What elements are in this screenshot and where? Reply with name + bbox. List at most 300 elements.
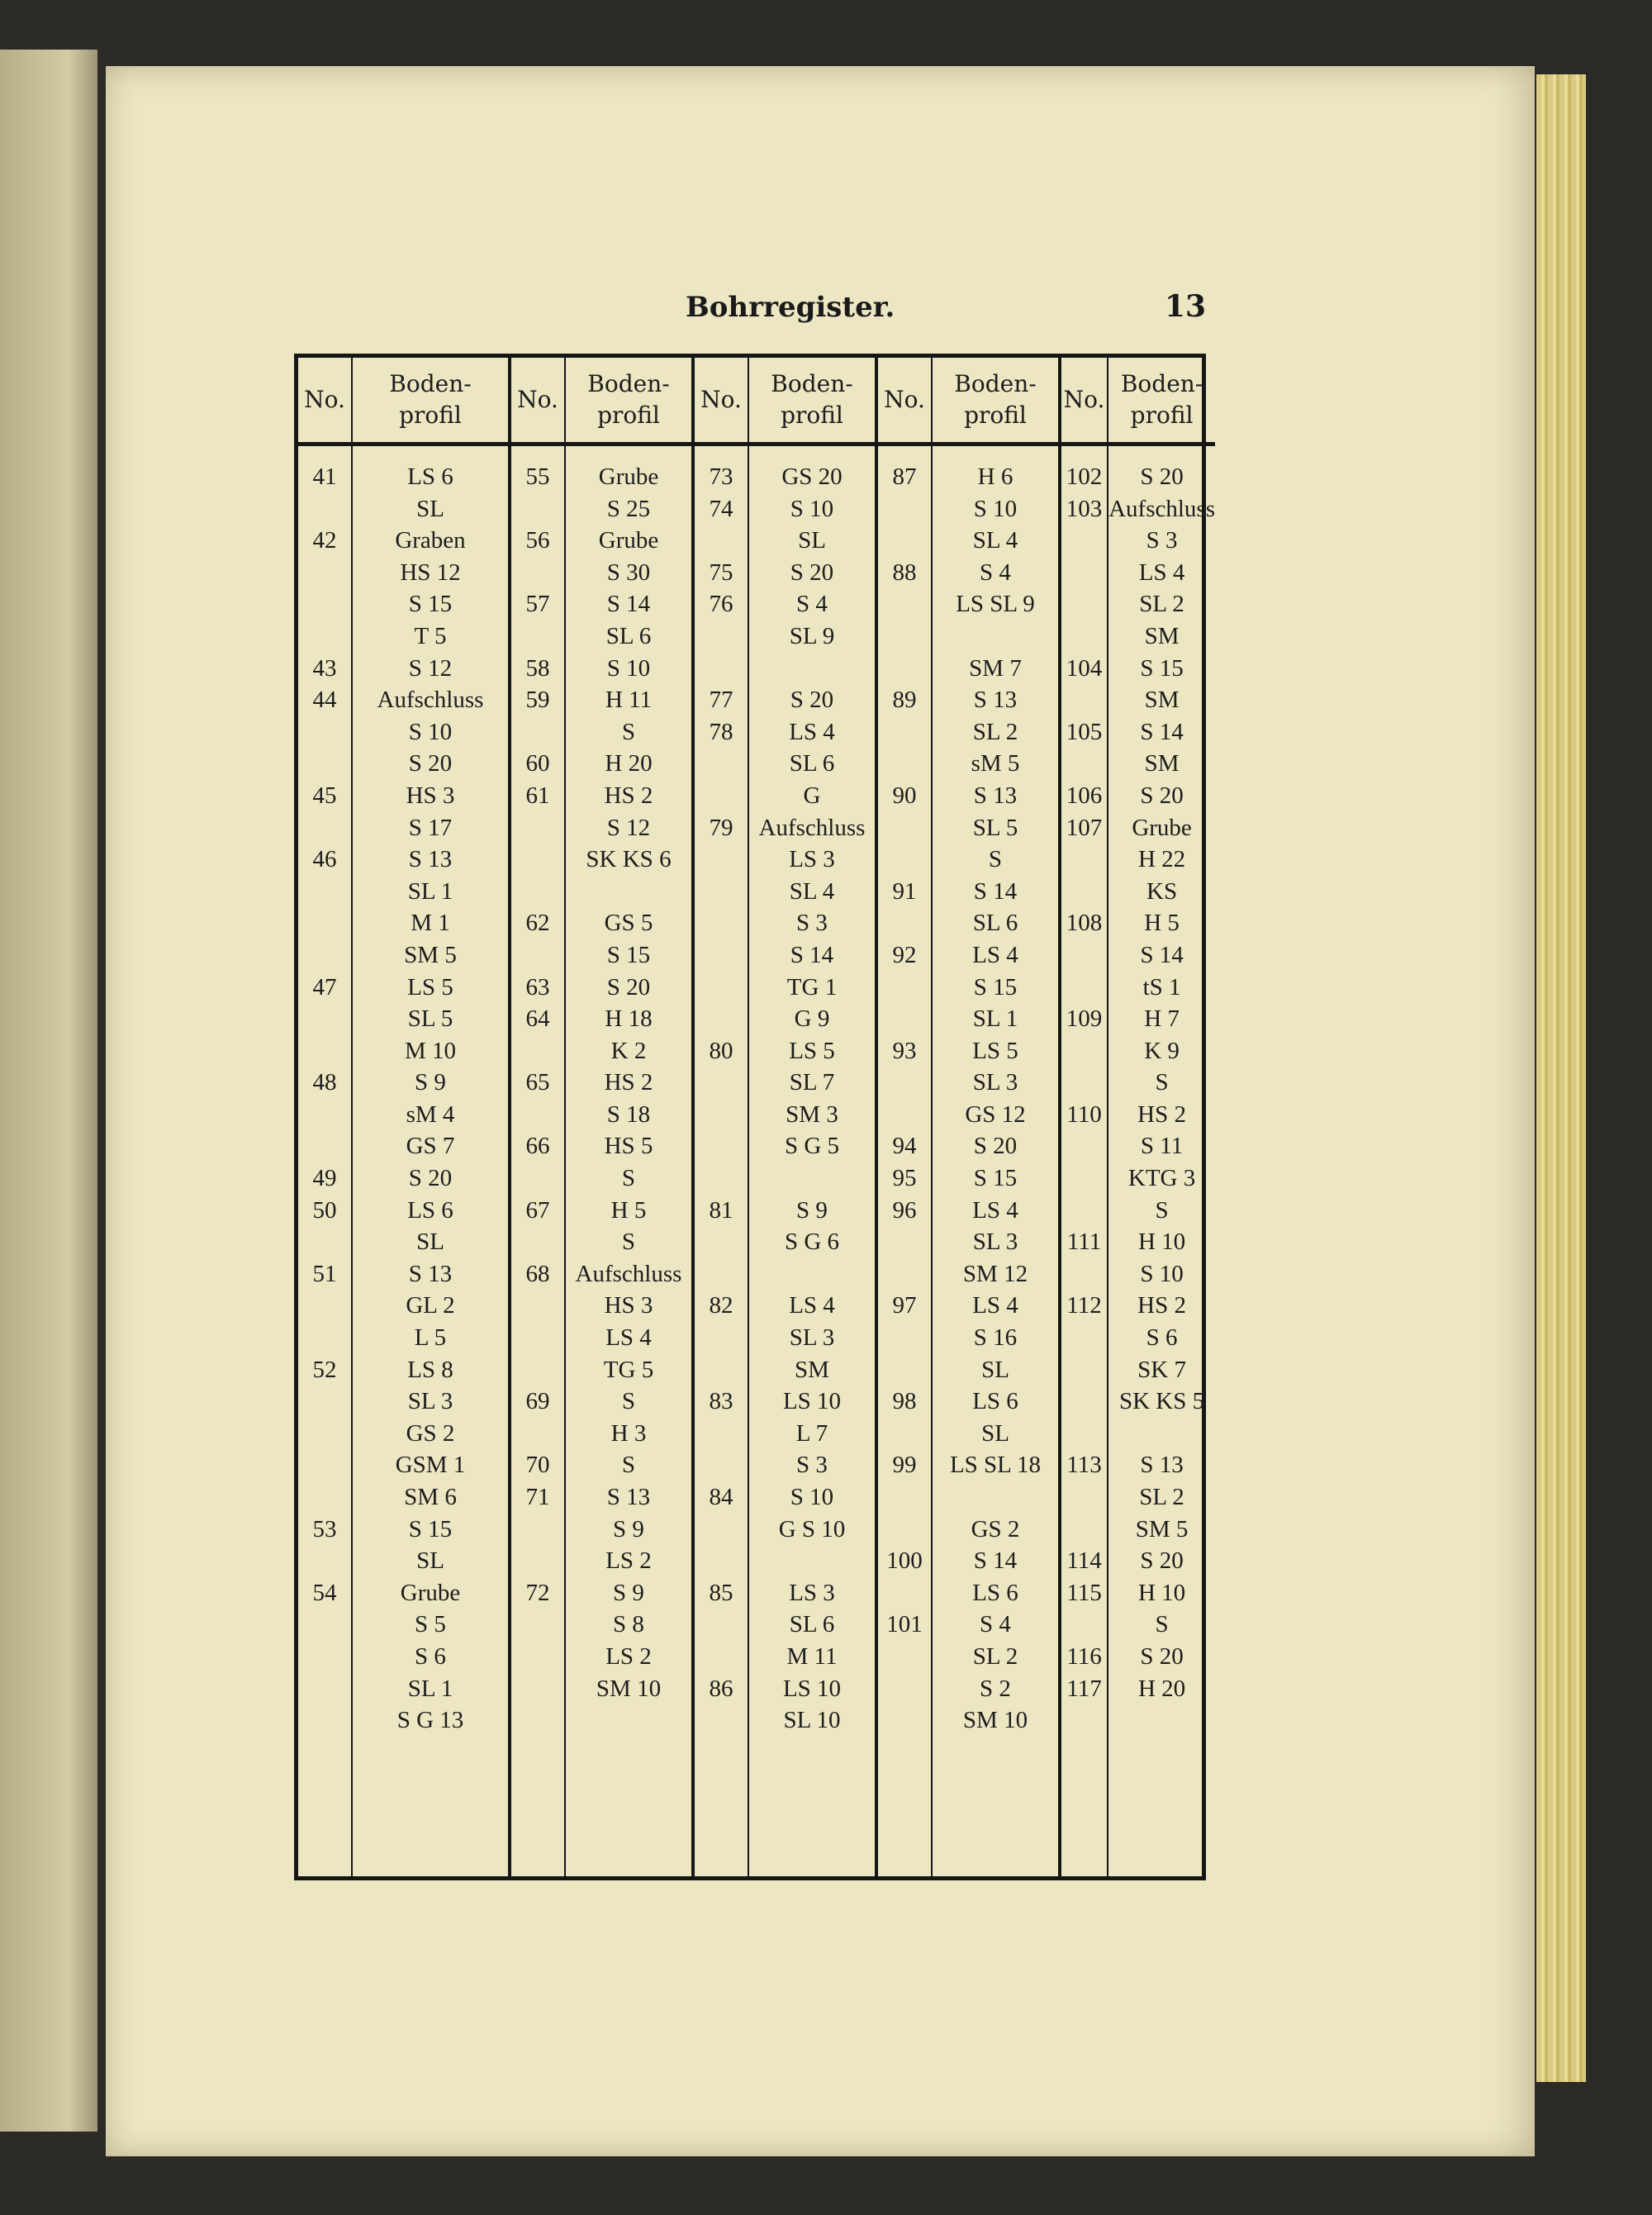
- soil-profile-entry: LS 4: [972, 1292, 1018, 1319]
- boring-number: 91: [892, 877, 917, 905]
- bohrregister-table: [294, 354, 1215, 1880]
- boring-number: [1061, 525, 1107, 557]
- soil-profile-entry: S 3: [1146, 527, 1178, 554]
- header-profile: Boden- profil: [933, 358, 1058, 446]
- boring-number: 58: [525, 654, 550, 682]
- boring-number: 77: [709, 687, 733, 714]
- boring-number: 51: [312, 1260, 337, 1287]
- soil-profile-entry: G 9: [794, 1005, 830, 1033]
- boring-number: 80: [709, 1037, 733, 1064]
- soil-profile-entry: S 20: [790, 559, 834, 586]
- soil-profile-entry: K 9: [1144, 1037, 1180, 1064]
- boring-number: 111: [1066, 1229, 1102, 1256]
- soil-profile-entry: LS 5: [972, 1037, 1018, 1064]
- soil-profile-entry: S: [621, 718, 636, 745]
- soil-profile-entry: LS 4: [789, 718, 835, 745]
- number-column: [878, 358, 933, 1876]
- boring-number: [695, 1609, 748, 1641]
- soil-profile-entry: M 11: [786, 1642, 838, 1670]
- boring-number: [298, 1099, 351, 1131]
- soil-profile-entry: SL 6: [605, 622, 652, 649]
- soil-profile-entry: HS 3: [406, 782, 455, 809]
- soil-profile-entry: S: [621, 1229, 636, 1256]
- boring-number: 100: [886, 1547, 923, 1575]
- soil-profile-entry: SK KS 5: [1118, 1388, 1205, 1415]
- soil-profile-entry: S 6: [1146, 1324, 1178, 1352]
- boring-number: [1061, 844, 1107, 876]
- soil-profile-entry: SL 2: [1139, 591, 1184, 618]
- soil-profile-entry: SL: [981, 1356, 1009, 1383]
- soil-profile-entry: S 13: [973, 687, 1018, 714]
- soil-profile-entry: [933, 1481, 1058, 1514]
- boring-number: [1061, 588, 1107, 620]
- header-no: No.: [511, 358, 564, 446]
- boring-number: [695, 1130, 748, 1162]
- boring-number: [695, 844, 748, 876]
- boring-number: [298, 1226, 351, 1258]
- soil-profile-entry: SL 6: [789, 1611, 835, 1638]
- soil-profile-entry: LS 6: [972, 1388, 1018, 1415]
- soil-profile-entry: S G 6: [784, 1229, 840, 1256]
- soil-profile-entry: [749, 1545, 875, 1577]
- column-group: [1058, 358, 1215, 1876]
- boring-number: 116: [1066, 1642, 1102, 1670]
- soil-profile-entry: Aufschluss: [575, 1260, 682, 1287]
- soil-profile-entry: TG 1: [786, 973, 838, 1001]
- boring-number: [695, 1067, 748, 1099]
- boring-number: [511, 1035, 564, 1067]
- boring-number: [695, 748, 748, 780]
- soil-profile-entry: S 6: [415, 1642, 446, 1670]
- soil-profile-entry: LS 5: [789, 1037, 835, 1064]
- soil-profile-entry: H 5: [1144, 910, 1180, 937]
- boring-number: [1061, 557, 1107, 589]
- soil-profile-entry: SM: [1144, 687, 1180, 714]
- boring-number: 60: [525, 750, 550, 777]
- boring-number: [1061, 1354, 1107, 1386]
- soil-profile-entry: S 14: [973, 1547, 1018, 1575]
- soil-profile-entry: S 10: [606, 654, 651, 682]
- soil-profile-entry: S 5: [415, 1611, 446, 1638]
- soil-profile-entry: SM 10: [596, 1675, 662, 1702]
- boring-number: 94: [892, 1133, 917, 1160]
- soil-profile-entry: LS 4: [605, 1324, 652, 1352]
- soil-profile-entry: S 20: [1140, 463, 1184, 490]
- boring-number: [1061, 1195, 1107, 1227]
- boring-number: 86: [709, 1675, 733, 1702]
- soil-profile-entry: S: [1155, 1069, 1169, 1096]
- boring-number: [695, 525, 748, 557]
- boring-number: 95: [892, 1165, 917, 1192]
- soil-profile-entry: [1108, 1418, 1215, 1450]
- boring-number: [511, 939, 564, 972]
- soil-profile-entry: tS 1: [1142, 973, 1181, 1001]
- soil-profile-entry: S 15: [1140, 654, 1184, 682]
- soil-profile-entry: H 10: [1137, 1229, 1186, 1256]
- boring-number: [695, 1449, 748, 1481]
- soil-profile-entry: S: [1155, 1196, 1169, 1224]
- header-profile: Boden- profil: [353, 358, 508, 446]
- boring-number: [511, 1162, 564, 1195]
- boring-number: [878, 1099, 931, 1131]
- boring-number: [695, 1099, 748, 1131]
- boring-number: [878, 1258, 931, 1290]
- boring-number: 72: [525, 1579, 550, 1606]
- boring-number: 47: [312, 973, 337, 1001]
- soil-profile-entry: SL 2: [972, 718, 1018, 745]
- boring-number: [511, 716, 564, 749]
- boring-number: 83: [709, 1388, 733, 1415]
- soil-profile-entry: LS 4: [972, 941, 1018, 968]
- boring-number: [1061, 684, 1107, 716]
- boring-number: 66: [525, 1133, 550, 1160]
- boring-number: [298, 876, 351, 908]
- soil-profile-entry: S 18: [606, 1100, 651, 1128]
- soil-profile-entry: SL: [981, 1419, 1009, 1447]
- soil-profile-entry: LS 6: [407, 1196, 453, 1224]
- soil-profile-entry: SL 2: [1139, 1484, 1184, 1510]
- boring-number: [298, 588, 351, 620]
- header-no: No.: [695, 358, 748, 446]
- boring-number: [695, 876, 748, 908]
- soil-profile-entry: S 16: [973, 1324, 1018, 1352]
- soil-profile-entry: GS 5: [604, 910, 653, 937]
- soil-profile-entry: SL 1: [407, 1675, 453, 1702]
- soil-profile-entry: SL 3: [972, 1229, 1018, 1256]
- boring-number: 109: [1066, 1005, 1103, 1033]
- soil-profile-entry: H 11: [605, 687, 653, 714]
- soil-profile-entry: GSM 1: [395, 1452, 466, 1479]
- boring-number: [878, 1514, 931, 1546]
- column-group: [508, 358, 691, 1876]
- boring-number: [1061, 1258, 1107, 1290]
- boring-number: [511, 1418, 564, 1450]
- boring-number: [878, 1067, 931, 1099]
- boring-number: [878, 493, 931, 525]
- boring-number: [878, 907, 931, 939]
- boring-number: 48: [312, 1069, 337, 1096]
- boring-number: 74: [709, 495, 733, 522]
- boring-number: [878, 716, 931, 749]
- soil-profile-entry: HS 2: [1137, 1292, 1186, 1319]
- boring-number: 97: [892, 1292, 917, 1319]
- boring-number: [511, 1609, 564, 1641]
- boring-number: [878, 588, 931, 620]
- soil-profile-entry: SL 3: [407, 1388, 453, 1415]
- boring-number: [298, 1481, 351, 1514]
- soil-profile-entry: S 15: [973, 973, 1018, 1001]
- boring-number: 46: [312, 846, 337, 873]
- soil-profile-entry: SL 6: [789, 750, 835, 777]
- soil-profile-entry: Grube: [598, 527, 659, 554]
- soil-profile-entry: LS 4: [789, 1292, 835, 1319]
- boring-number: 93: [892, 1037, 917, 1064]
- boring-number: [878, 844, 931, 876]
- soil-profile-entry: H 3: [610, 1419, 647, 1447]
- profile-column: [933, 358, 1058, 1876]
- boring-number: 64: [525, 1005, 550, 1033]
- boring-number: [1061, 1609, 1107, 1641]
- boring-number: [298, 620, 351, 653]
- soil-profile-entry: SM 3: [786, 1100, 838, 1128]
- soil-profile-entry: Aufschluss: [758, 814, 866, 841]
- soil-profile-entry: S 12: [606, 814, 651, 841]
- soil-profile-entry: S 25: [606, 495, 651, 522]
- profile-column: [749, 358, 875, 1876]
- boring-number: 96: [892, 1196, 917, 1224]
- boring-number: 79: [709, 814, 733, 841]
- boring-number: 89: [892, 687, 917, 714]
- boring-number: [1061, 1035, 1107, 1067]
- soil-profile-entry: SL 4: [972, 527, 1018, 554]
- boring-number: [1061, 748, 1107, 780]
- soil-profile-entry: S 10: [408, 718, 453, 745]
- boring-number: 49: [312, 1165, 337, 1192]
- boring-number: 107: [1066, 814, 1103, 841]
- boring-number: 43: [312, 654, 337, 682]
- boring-number: [695, 1641, 748, 1673]
- boring-number: 112: [1066, 1292, 1102, 1319]
- soil-profile-entry: T 5: [414, 622, 447, 649]
- boring-number: 44: [312, 687, 337, 714]
- boring-number: [695, 1704, 748, 1737]
- boring-number: [298, 1130, 351, 1162]
- header-no: No.: [1061, 358, 1107, 446]
- boring-number: [878, 812, 931, 844]
- boring-number: 71: [525, 1484, 550, 1510]
- soil-profile-entry: Grube: [400, 1579, 461, 1606]
- soil-profile-entry: S 20: [1140, 782, 1184, 809]
- boring-number: 106: [1066, 782, 1103, 809]
- soil-profile-entry: SL 3: [789, 1324, 835, 1352]
- boring-number: [298, 907, 351, 939]
- soil-profile-entry: LS 5: [407, 973, 453, 1001]
- boring-number: [878, 972, 931, 1004]
- soil-profile-entry: SL 1: [972, 1005, 1018, 1033]
- soil-profile-entry: HS 5: [604, 1133, 653, 1160]
- profile-column: [566, 358, 691, 1876]
- boring-number: [695, 1226, 748, 1258]
- soil-profile-entry: S 20: [408, 750, 453, 777]
- soil-profile-entry: L 5: [414, 1324, 447, 1352]
- boring-number: 84: [709, 1484, 733, 1510]
- soil-profile-entry: S 10: [973, 495, 1018, 522]
- boring-number: [298, 716, 351, 749]
- boring-number: [298, 1704, 351, 1737]
- page-number: 13: [1165, 289, 1207, 324]
- boring-number: [878, 748, 931, 780]
- soil-profile-entry: LS 10: [782, 1675, 842, 1702]
- boring-number: [878, 1577, 931, 1609]
- boring-number: [695, 1514, 748, 1546]
- soil-profile-entry: H 22: [1137, 846, 1186, 873]
- boring-number: [298, 493, 351, 525]
- soil-profile-entry: LS SL 18: [949, 1452, 1042, 1479]
- soil-profile-entry: S 20: [1140, 1547, 1184, 1575]
- boring-number: [511, 557, 564, 589]
- soil-profile-entry: S: [988, 846, 1003, 873]
- soil-profile-entry: LS 3: [789, 846, 835, 873]
- boring-number: 103: [1066, 495, 1103, 522]
- boring-number: [1061, 1067, 1107, 1099]
- soil-profile-entry: SL 4: [789, 877, 835, 905]
- soil-profile-entry: S 4: [980, 1611, 1011, 1638]
- soil-profile-entry: S 15: [606, 941, 651, 968]
- boring-number: [1061, 1418, 1107, 1450]
- header-profile: Boden- profil: [566, 358, 691, 446]
- boring-number: [298, 939, 351, 972]
- boring-number: [695, 1162, 748, 1195]
- soil-profile-entry: S 14: [1140, 941, 1184, 968]
- boring-number: 115: [1066, 1579, 1102, 1606]
- boring-number: [878, 1704, 931, 1737]
- column-group: [691, 358, 875, 1876]
- soil-profile-entry: SM 5: [1135, 1515, 1189, 1542]
- boring-number: [298, 1641, 351, 1673]
- header-profile: Boden- profil: [1108, 358, 1215, 446]
- boring-number: [298, 1386, 351, 1418]
- column-group: [298, 358, 508, 1876]
- boring-number: [695, 653, 748, 685]
- boring-number: [298, 1418, 351, 1450]
- soil-profile-entry: S 13: [606, 1484, 651, 1510]
- boring-number: [1061, 1386, 1107, 1418]
- soil-profile-entry: S: [1155, 1611, 1169, 1638]
- boring-number: [511, 493, 564, 525]
- boring-number: [695, 780, 748, 812]
- running-head: Bohrregister.: [686, 291, 895, 324]
- soil-profile-entry: H 6: [977, 463, 1014, 490]
- soil-profile-entry: HS 3: [604, 1292, 653, 1319]
- boring-number: 75: [709, 559, 733, 586]
- boring-number: [878, 525, 931, 557]
- boring-number: [1061, 1130, 1107, 1162]
- soil-profile-entry: [933, 620, 1058, 653]
- soil-profile-entry: SL 7: [789, 1069, 835, 1096]
- soil-profile-entry: GS 7: [406, 1133, 455, 1160]
- boring-number: [511, 812, 564, 844]
- soil-profile-entry: LS 2: [605, 1642, 652, 1670]
- boring-number: 55: [525, 463, 550, 490]
- soil-profile-entry: Grube: [1132, 814, 1192, 841]
- soil-profile-entry: S 30: [606, 559, 651, 586]
- soil-profile-entry: S 13: [408, 846, 453, 873]
- soil-profile-entry: S 14: [606, 591, 651, 618]
- soil-profile-entry: S 15: [408, 1515, 453, 1542]
- boring-number: [695, 1418, 748, 1450]
- soil-profile-entry: LS 6: [407, 463, 453, 490]
- soil-profile-entry: LS 6: [972, 1579, 1018, 1606]
- soil-profile-entry: S 15: [973, 1165, 1018, 1192]
- soil-profile-entry: [749, 1162, 875, 1195]
- boring-number: [298, 1035, 351, 1067]
- boring-number: [511, 1354, 564, 1386]
- soil-profile-entry: S 13: [408, 1260, 453, 1287]
- boring-number: [878, 1322, 931, 1354]
- boring-number: [1061, 939, 1107, 972]
- soil-profile-entry: HS 2: [604, 782, 653, 809]
- boring-number: [695, 1258, 748, 1290]
- boring-number: 87: [892, 463, 917, 490]
- soil-profile-entry: SM 12: [962, 1260, 1028, 1287]
- soil-profile-entry: S 10: [790, 495, 834, 522]
- boring-number: 108: [1066, 910, 1103, 937]
- soil-profile-entry: S 3: [796, 910, 828, 937]
- soil-profile-entry: S G 13: [396, 1707, 464, 1734]
- soil-profile-entry: SL: [416, 1547, 444, 1575]
- soil-profile-entry: S 20: [973, 1133, 1018, 1160]
- number-column: [695, 358, 749, 1876]
- soil-profile-entry: S 2: [980, 1675, 1011, 1702]
- boring-number: [511, 620, 564, 653]
- boring-number: 73: [709, 463, 733, 490]
- boring-number: [695, 1354, 748, 1386]
- boring-number: 114: [1066, 1547, 1102, 1575]
- soil-profile-entry: S 9: [415, 1069, 446, 1096]
- boring-number: [878, 653, 931, 685]
- soil-profile-entry: SL 5: [972, 814, 1018, 841]
- boring-number: 65: [525, 1069, 550, 1096]
- boring-number: [511, 1226, 564, 1258]
- soil-profile-entry: M 1: [411, 910, 450, 937]
- soil-profile-entry: GL 2: [406, 1292, 455, 1319]
- soil-profile-entry: KTG 3: [1127, 1165, 1196, 1192]
- boring-number: [1061, 1162, 1107, 1195]
- boring-number: 98: [892, 1388, 917, 1415]
- soil-profile-entry: Aufschluss: [377, 687, 484, 714]
- boring-number: [1061, 972, 1107, 1004]
- boring-number: 101: [886, 1611, 923, 1638]
- soil-profile-entry: S 9: [613, 1579, 644, 1606]
- soil-profile-entry: S: [621, 1388, 636, 1415]
- header-no: No.: [298, 358, 351, 446]
- soil-profile-entry: S G 5: [784, 1133, 840, 1160]
- boring-number: 41: [312, 463, 337, 490]
- boring-number: 50: [312, 1196, 337, 1224]
- boring-number: [1061, 1481, 1107, 1514]
- boring-number: 85: [709, 1579, 733, 1606]
- soil-profile-entry: LS 2: [605, 1547, 652, 1575]
- boring-number: [298, 1609, 351, 1641]
- boring-number: 67: [525, 1196, 550, 1224]
- number-column: [298, 358, 353, 1876]
- soil-profile-entry: S 4: [796, 591, 828, 618]
- boring-number: [695, 620, 748, 653]
- boring-number: [298, 1003, 351, 1035]
- boring-number: [511, 1545, 564, 1577]
- header-profile: Boden- profil: [749, 358, 875, 446]
- boring-number: [511, 844, 564, 876]
- soil-profile-entry: SL 2: [972, 1642, 1018, 1670]
- soil-profile-entry: SL 6: [972, 910, 1018, 937]
- soil-profile-entry: SK 7: [1137, 1356, 1186, 1383]
- soil-profile-entry: TG 5: [603, 1356, 654, 1383]
- boring-number: 52: [312, 1356, 337, 1383]
- boring-number: 88: [892, 559, 917, 586]
- boring-number: 113: [1066, 1452, 1102, 1479]
- soil-profile-entry: Aufschluss: [1108, 495, 1215, 522]
- boring-number: 81: [709, 1196, 733, 1224]
- boring-number: [511, 1322, 564, 1354]
- boring-number: [1061, 1514, 1107, 1546]
- boring-number: [1061, 876, 1107, 908]
- soil-profile-entry: SM 7: [969, 654, 1022, 682]
- boring-number: [878, 620, 931, 653]
- boring-number: [511, 876, 564, 908]
- soil-profile-entry: Grube: [598, 463, 659, 490]
- soil-profile-entry: M 10: [404, 1037, 457, 1064]
- soil-profile-entry: S 17: [408, 814, 453, 841]
